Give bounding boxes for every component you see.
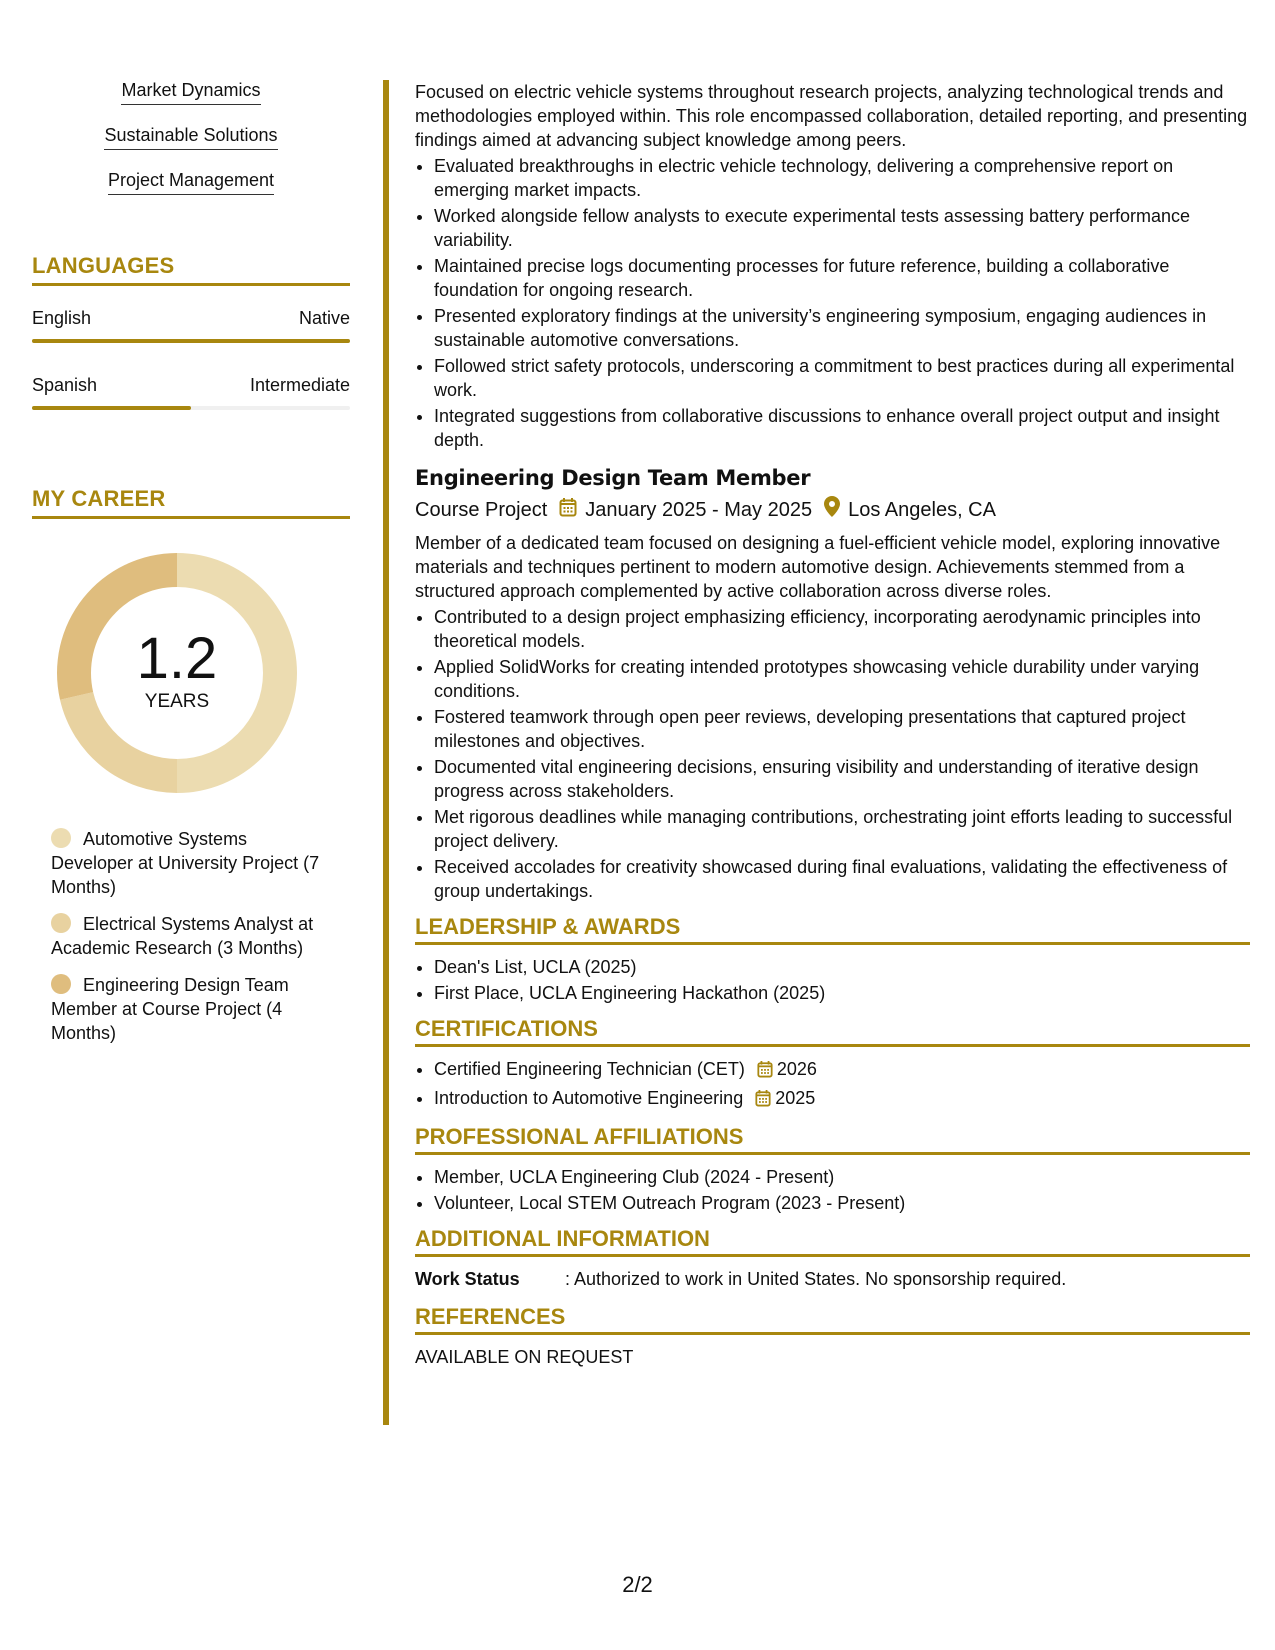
languages-title: LANGUAGES — [32, 253, 350, 286]
skills-list — [32, 80, 350, 215]
job-bullet: • Met rigorous deadlines while managing contributions, orchestrating joint efforts leading to successful project delivery. — [434, 805, 1250, 853]
career-total-number: 1.2 — [136, 626, 218, 691]
job-bullet: • Integrated suggestions from collaborative discussions to enhance overall project output and insight depth. — [434, 404, 1250, 452]
left-column — [32, 80, 350, 1058]
job-bullet: • Documented vital engineering decisions, ensuring visibility and understanding of iterative design progress across stakeholders. — [434, 755, 1250, 803]
calendar-icon — [559, 497, 577, 523]
references-text: AVAILABLE ON REQUEST — [415, 1347, 634, 1367]
job-meta — [415, 496, 1250, 523]
affiliation-item: • Volunteer, Local STEM Outreach Program (2023 - Present) — [434, 1191, 1250, 1215]
certification-item — [434, 1086, 1250, 1113]
career-legend-item — [51, 973, 331, 1045]
career-total-unit: YEARS — [144, 691, 210, 712]
leadership-item: • First Place, UCLA Engineering Hackathon (2025) — [434, 981, 1250, 1005]
certifications-title: CERTIFICATIONS — [415, 1017, 1250, 1047]
job-summary: Focused on electric vehicle systems throughout research projects, analyzing technological trends and methodologies employed within. This role encompassed collaboration, detailed reporting, and presenting findings aimed at advancing subject knowledge among peers. — [415, 82, 1248, 150]
work-status-row — [415, 1267, 1250, 1291]
languages-section — [32, 253, 350, 410]
leadership-list — [415, 955, 1250, 1005]
language-name: English — [32, 308, 92, 328]
additional-info-section — [415, 1227, 1250, 1291]
legend-dot-icon — [51, 974, 71, 994]
leadership-item: • Dean's List, UCLA (2025) — [434, 955, 1250, 979]
certification-item — [434, 1057, 1250, 1084]
career-title: MY CAREER — [32, 486, 350, 519]
column-divider — [383, 80, 389, 1425]
career-legend-label: Electrical Systems Analyst at Academic Research (3 Months) — [51, 914, 314, 958]
calendar-icon — [755, 1089, 771, 1113]
job-location: Los Angeles, CA — [848, 498, 996, 521]
affiliations-title: PROFESSIONAL AFFILIATIONS — [415, 1125, 1250, 1155]
affiliations-section — [415, 1125, 1250, 1215]
job-bullet: • Followed strict safety protocols, underscoring a commitment to best practices during all experimental work. — [434, 354, 1250, 402]
legend-dot-icon — [51, 913, 71, 933]
language-item — [32, 308, 350, 343]
work-status-value: : Authorized to work in United States. No sponsorship required. — [565, 1269, 1067, 1289]
calendar-icon — [757, 1060, 773, 1084]
language-name: Spanish — [32, 375, 98, 395]
language-bar-fill — [32, 406, 191, 410]
career-legend-item — [51, 827, 331, 899]
career-legend-item — [51, 912, 331, 960]
leadership-title: LEADERSHIP & AWARDS — [415, 915, 1250, 945]
leadership-section — [415, 915, 1250, 1005]
career-donut-chart — [57, 553, 297, 793]
job-organization: Course Project — [415, 498, 548, 521]
job-title: Engineering Design Team Member — [415, 466, 811, 490]
certification-year: 2026 — [776, 1059, 817, 1079]
certifications-list — [415, 1057, 1250, 1113]
job-bullet: • Presented exploratory findings at the university’s engineering symposium, engaging audiences in sustainable automotive conversations. — [434, 304, 1250, 352]
work-status-label: Work Status — [415, 1269, 520, 1289]
language-level: Intermediate — [249, 375, 350, 395]
certification-year: 2025 — [775, 1088, 816, 1108]
job-bullet: • Received accolades for creativity showcased during final evaluations, validating the effectiveness of group undertakings. — [434, 855, 1250, 903]
career-legend-label: Engineering Design Team Member at Course Project (4 Months) — [51, 975, 289, 1043]
affiliation-item: • Member, UCLA Engineering Club (2024 - Present) — [434, 1165, 1250, 1189]
career-legend — [51, 827, 331, 1045]
job-summary: Member of a dedicated team focused on designing a fuel-efficient vehicle model, exploring innovative materials and techniques pertinent to modern automotive design. Achievements stemmed from a structured approach complemented by active collaboration across diverse roles. — [415, 533, 1221, 601]
certification-name: Introduction to Automotive Engineering — [434, 1088, 744, 1108]
certifications-section — [415, 1017, 1250, 1113]
skill-item: Market Dynamics — [121, 80, 260, 105]
job-dates: January 2025 - May 2025 — [585, 498, 813, 521]
language-bar — [32, 339, 350, 343]
career-legend-label: Automotive Systems Developer at University Project (7 Months) — [51, 829, 320, 897]
references-section — [415, 1305, 1250, 1369]
right-column — [415, 80, 1250, 1369]
language-item — [32, 375, 350, 410]
job-bullets — [415, 154, 1250, 452]
additional-info-title: ADDITIONAL INFORMATION — [415, 1227, 1250, 1257]
language-level: Native — [298, 308, 350, 328]
job-bullet: • Worked alongside fellow analysts to execute experimental tests assessing battery performance variability. — [434, 204, 1250, 252]
job-bullet: • Applied SolidWorks for creating intended prototypes showcasing vehicle durability under varying conditions. — [434, 655, 1250, 703]
job-bullet: • Contributed to a design project emphasizing efficiency, incorporating aerodynamic principles into theoretical models. — [434, 605, 1250, 653]
skill-item: Sustainable Solutions — [104, 125, 277, 150]
job-bullets — [415, 605, 1250, 903]
references-title: REFERENCES — [415, 1305, 1250, 1335]
job-bullet: • Evaluated breakthroughs in electric vehicle technology, delivering a comprehensive report on emerging market impacts. — [434, 154, 1250, 202]
language-bar — [32, 406, 350, 410]
career-section — [32, 486, 350, 1045]
page-number: 2/2 — [622, 1572, 653, 1597]
job-bullet: • Maintained precise logs documenting processes for future reference, building a collaborative foundation for ongoing research. — [434, 254, 1250, 302]
language-bar-fill — [32, 339, 350, 343]
job-bullet: • Fostered teamwork through open peer reviews, developing presentations that captured project milestones and objectives. — [434, 705, 1250, 753]
skill-item: Project Management — [108, 170, 274, 195]
legend-dot-icon — [51, 828, 71, 848]
affiliations-list — [415, 1165, 1250, 1215]
location-pin-icon — [824, 496, 840, 523]
certification-name: Certified Engineering Technician (CET) — [434, 1059, 745, 1079]
